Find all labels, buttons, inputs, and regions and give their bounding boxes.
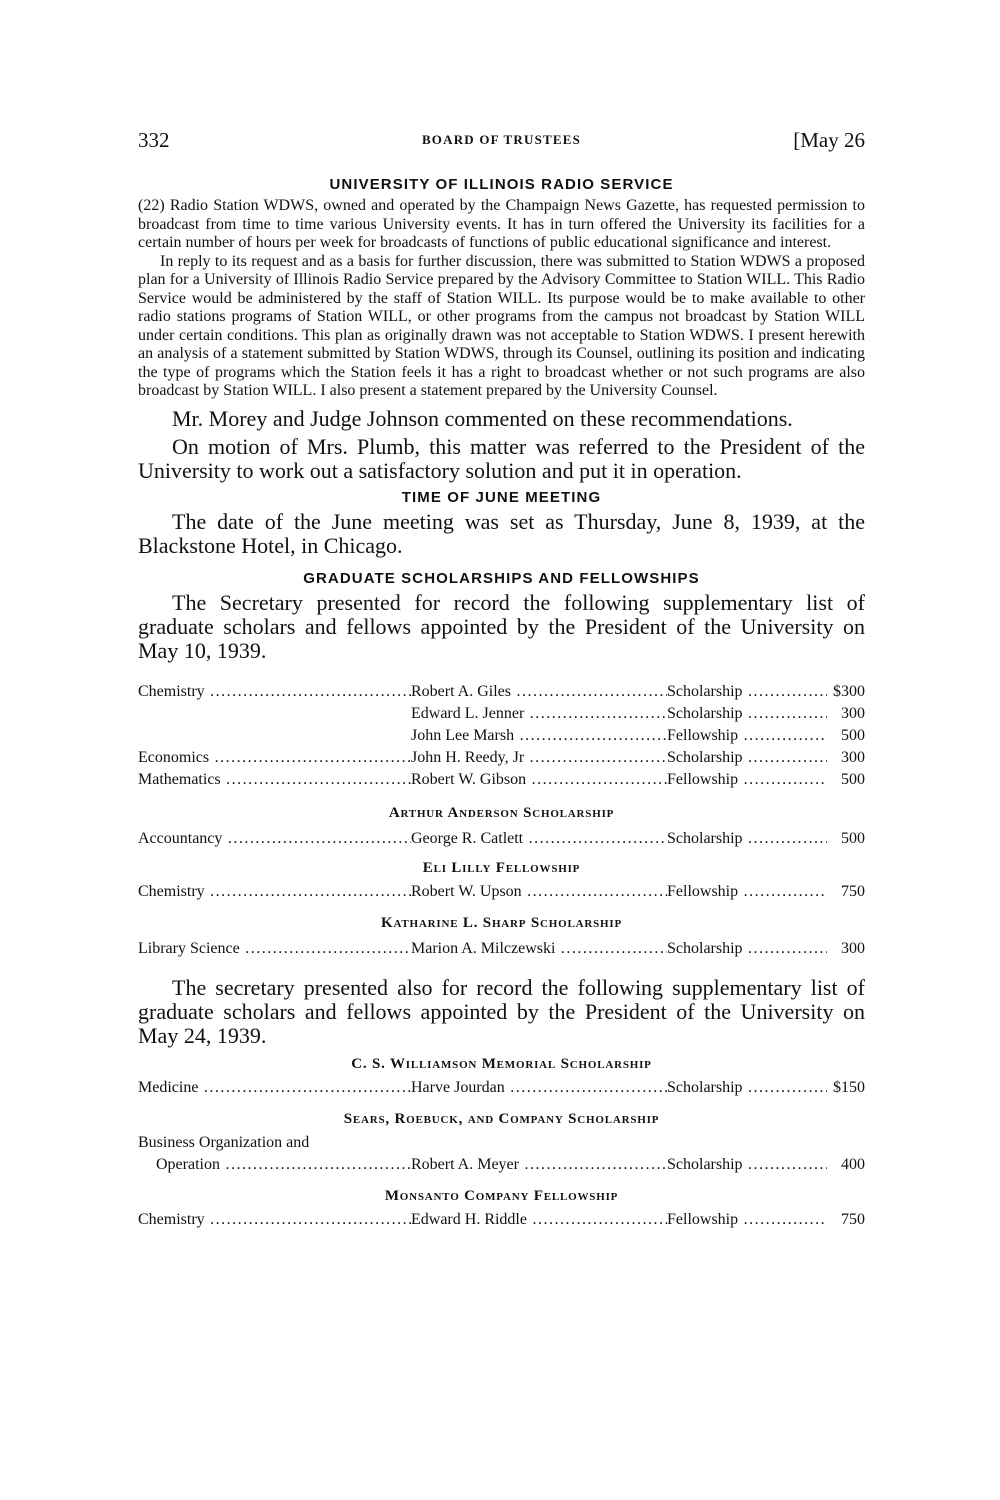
appointee: George R. Catlett ..... [411, 828, 667, 850]
amount: 300 [841, 748, 865, 766]
amount: 500 [841, 829, 865, 847]
award-type: Scholarship ..... [667, 681, 827, 703]
appointee: Robert A. Meyer ..... [411, 1154, 667, 1176]
amount: 400 [841, 1155, 865, 1173]
sears-heading: Sears, Roebuck, and Company Scholarship [343, 1110, 660, 1127]
radio-heading: UNIVERSITY OF ILLINOIS RADIO SERVICE [329, 176, 674, 193]
amount: 750 [841, 1210, 865, 1228]
amount: $150 [833, 1078, 865, 1096]
subject: Library Science ..... [138, 938, 411, 960]
page [138, 128, 865, 1231]
radio-paragraph-3: Mr. Morey and Judge Johnson commented on these recommendations. [172, 405, 793, 431]
radio-paragraph-1: (22) Radio Station WDWS, owned and operated by the Champaign News Gazette, has requested permission to broadcast from time to time various University events. It has in turn offered the University its facilities for a certain number of hours per week for broadcasts of functions of public educational significance and interest. [138, 197, 865, 251]
subject-continued: Operation ..... [138, 1154, 411, 1176]
radio-paragraph-4: On motion of Mrs. Plumb, this matter was referred to the President of the University to work out a satisfactory solution and put it in operation. [138, 433, 865, 483]
lilly-heading: Eli Lilly Fellowship [422, 859, 581, 876]
award-type: Scholarship ..... [667, 938, 827, 960]
running-date: [May 26 [793, 128, 865, 152]
award-type: Fellowship ..... [667, 725, 827, 747]
table-row [138, 769, 865, 791]
table-row [138, 747, 865, 769]
award-type: Scholarship ..... [667, 828, 827, 850]
amount: 750 [841, 882, 865, 900]
award-type: Scholarship ..... [667, 1077, 827, 1099]
appointee: Robert A. Giles ..... [411, 681, 667, 703]
table-row [138, 881, 865, 903]
running-title: BOARD OF TRUSTEES [421, 132, 582, 147]
appointee: Robert W. Upson ..... [411, 881, 667, 903]
table-row [138, 828, 865, 850]
appointee: John Lee Marsh ..... [411, 725, 667, 747]
subject: Chemistry ..... [138, 681, 411, 703]
appointee: Marion A. Milczewski ..... [411, 938, 667, 960]
table-row [138, 1154, 865, 1176]
appointee: John H. Reedy, Jr ..... [411, 747, 667, 769]
table-row [138, 1209, 865, 1231]
june-heading: TIME OF JUNE MEETING [401, 488, 602, 506]
grad-heading: GRADUATE SCHOLARSHIPS AND FELLOWSHIPS [303, 569, 700, 587]
amount: 500 [841, 726, 865, 744]
table-row [138, 1132, 865, 1154]
grad-paragraph-2: The secretary presented also for record the following supplementary list of graduate scholars and fellows appointed by the President of the University on May 24, 1939. [138, 974, 865, 1048]
appointee: Edward L. Jenner ..... [411, 703, 667, 725]
monsanto-heading: Monsanto Company Fellowship [384, 1187, 619, 1204]
grad-paragraph-1: The Secretary presented for record the following supplementary list of graduate scholars and fellows appointed by the President of the University on May 10, 1939. [138, 589, 865, 663]
subject: Chemistry ..... [138, 1209, 411, 1231]
award-type: Fellowship ..... [667, 1209, 827, 1231]
page-number: 332 [138, 128, 170, 152]
subject: Mathematics ..... [138, 769, 411, 791]
table-row [138, 725, 865, 747]
award-type: Fellowship ..... [667, 881, 827, 903]
table-row [138, 681, 865, 703]
amount: $300 [833, 682, 865, 700]
award-type: Scholarship ..... [667, 747, 827, 769]
running-head [138, 128, 865, 158]
award-type: Scholarship ..... [667, 1154, 827, 1176]
award-type: Fellowship ..... [667, 769, 827, 791]
appointee: Edward H. Riddle ..... [411, 1209, 667, 1231]
appointee: Robert W. Gibson ..... [411, 769, 667, 791]
amount: 500 [841, 770, 865, 788]
williamson-heading: C. S. Williamson Memorial Scholarship [351, 1055, 652, 1072]
table-row [138, 938, 865, 960]
june-paragraph: The date of the June meeting was set as Thursday, June 8, 1939, at the Blackstone Hotel, in Chicago. [138, 508, 865, 558]
amount: 300 [841, 704, 865, 722]
anderson-heading: Arthur Anderson Scholarship [388, 804, 615, 821]
subject: Chemistry ..... [138, 881, 411, 903]
appointee: Harve Jourdan ..... [411, 1077, 667, 1099]
amount: 300 [841, 939, 865, 957]
table-row [138, 703, 865, 725]
subject: Accountancy ..... [138, 828, 411, 850]
subject: Business Organization and [138, 1133, 310, 1151]
radio-paragraph-2: In reply to its request and as a basis for further discussion, there was submitted to Station WDWS a proposed plan for a University of Illinois Radio Service prepared by the Advisory Committee to Station WILL. This Radio Service would be administered by the staff of Station WILL. Its purpose would be to make available to other radio stations programs of Station WILL, or other programs from the campus not broadcast by Station WILL under certain conditions. This plan as originally drawn was not acceptable to Station WDWS. I present herewith an analysis of a statement submitted by Station WDWS, through its Counsel, outlining its position and indicating the type of programs which the Station feels it has a right to broadcast whether or not such programs are also broadcast by Station WILL. I also present a statement prepared by the University Counsel. [138, 252, 865, 399]
table-row [138, 1077, 865, 1099]
sharp-heading: Katharine L. Sharp Scholarship [381, 914, 622, 931]
appointments-list-may-10 [138, 681, 865, 791]
subject: Medicine ..... [138, 1077, 411, 1099]
subject: Economics ..... [138, 747, 411, 769]
award-type: Scholarship ..... [667, 703, 827, 725]
